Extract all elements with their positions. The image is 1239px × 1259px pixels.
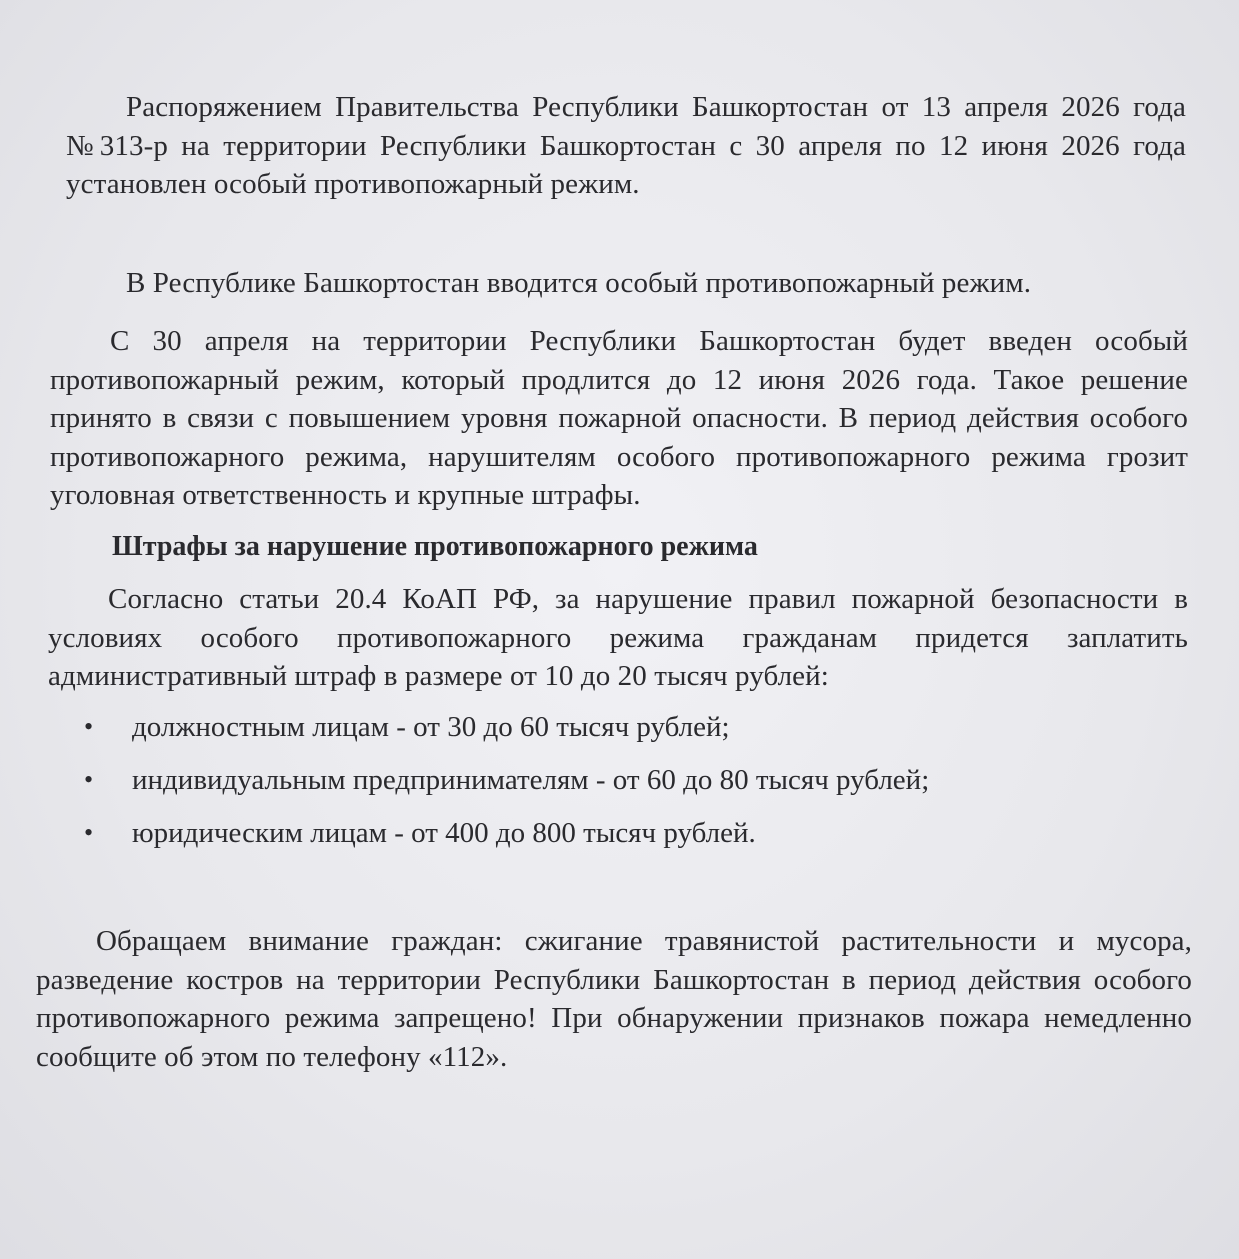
list-item-text: должностным лицам - от 30 до 60 тысяч рублей; <box>132 711 730 743</box>
list-item-text: юридическим лицам - от 400 до 800 тысяч рублей. <box>132 817 756 849</box>
order-paragraph: Распоряжением Правительства Республики Башкортостан от 13 апреля 2026 года №313-р на территории Республики Башкортостан с 30 апреля по 12 июня 2026 года установлен особый противопожарный режим. <box>66 91 1186 200</box>
intro-paragraph: В Республике Башкортостан вводится особый противопожарный режим. <box>126 267 1032 299</box>
list-item <box>82 761 1182 799</box>
bullet-icon: • <box>84 765 94 794</box>
list-item <box>82 814 1182 852</box>
fines-heading: Штрафы за нарушение противопожарного режима <box>112 531 758 562</box>
list-item <box>82 708 1182 746</box>
bullet-icon: • <box>84 712 94 741</box>
list-item-text: индивидуальным предпринимателям - от 60 до 80 тысяч рублей; <box>132 764 930 796</box>
fines-paragraph: Согласно статьи 20.4 КоАП РФ, за нарушение правил пожарной безопасности в условиях особого противопожарного режима гражданам придется заплатить административный штраф в размере от 10 до 20 тысяч рублей: <box>48 583 1188 692</box>
details-paragraph: С 30 апреля на территории Республики Башкортостан будет введен особый противопожарный режим, который продлится до 12 июня 2026 года. Такое решение принято в связи с повышением уровня пожарной опасности. В период действия особого противопожарного режима, нарушителям особого противопожарного режима грозит уголовная ответственность и крупные штрафы. <box>50 325 1188 511</box>
fines-list <box>82 708 1182 867</box>
notice-paragraph: Обращаем внимание граждан: сжигание травянистой растительности и мусора, разведение костров на территории Республики Башкортостан в период действия особого противопожарного режима запрещено! При обнаружении признаков пожара немедленно сообщите об этом по телефону «112». <box>36 925 1192 1073</box>
bullet-icon: • <box>84 818 94 847</box>
